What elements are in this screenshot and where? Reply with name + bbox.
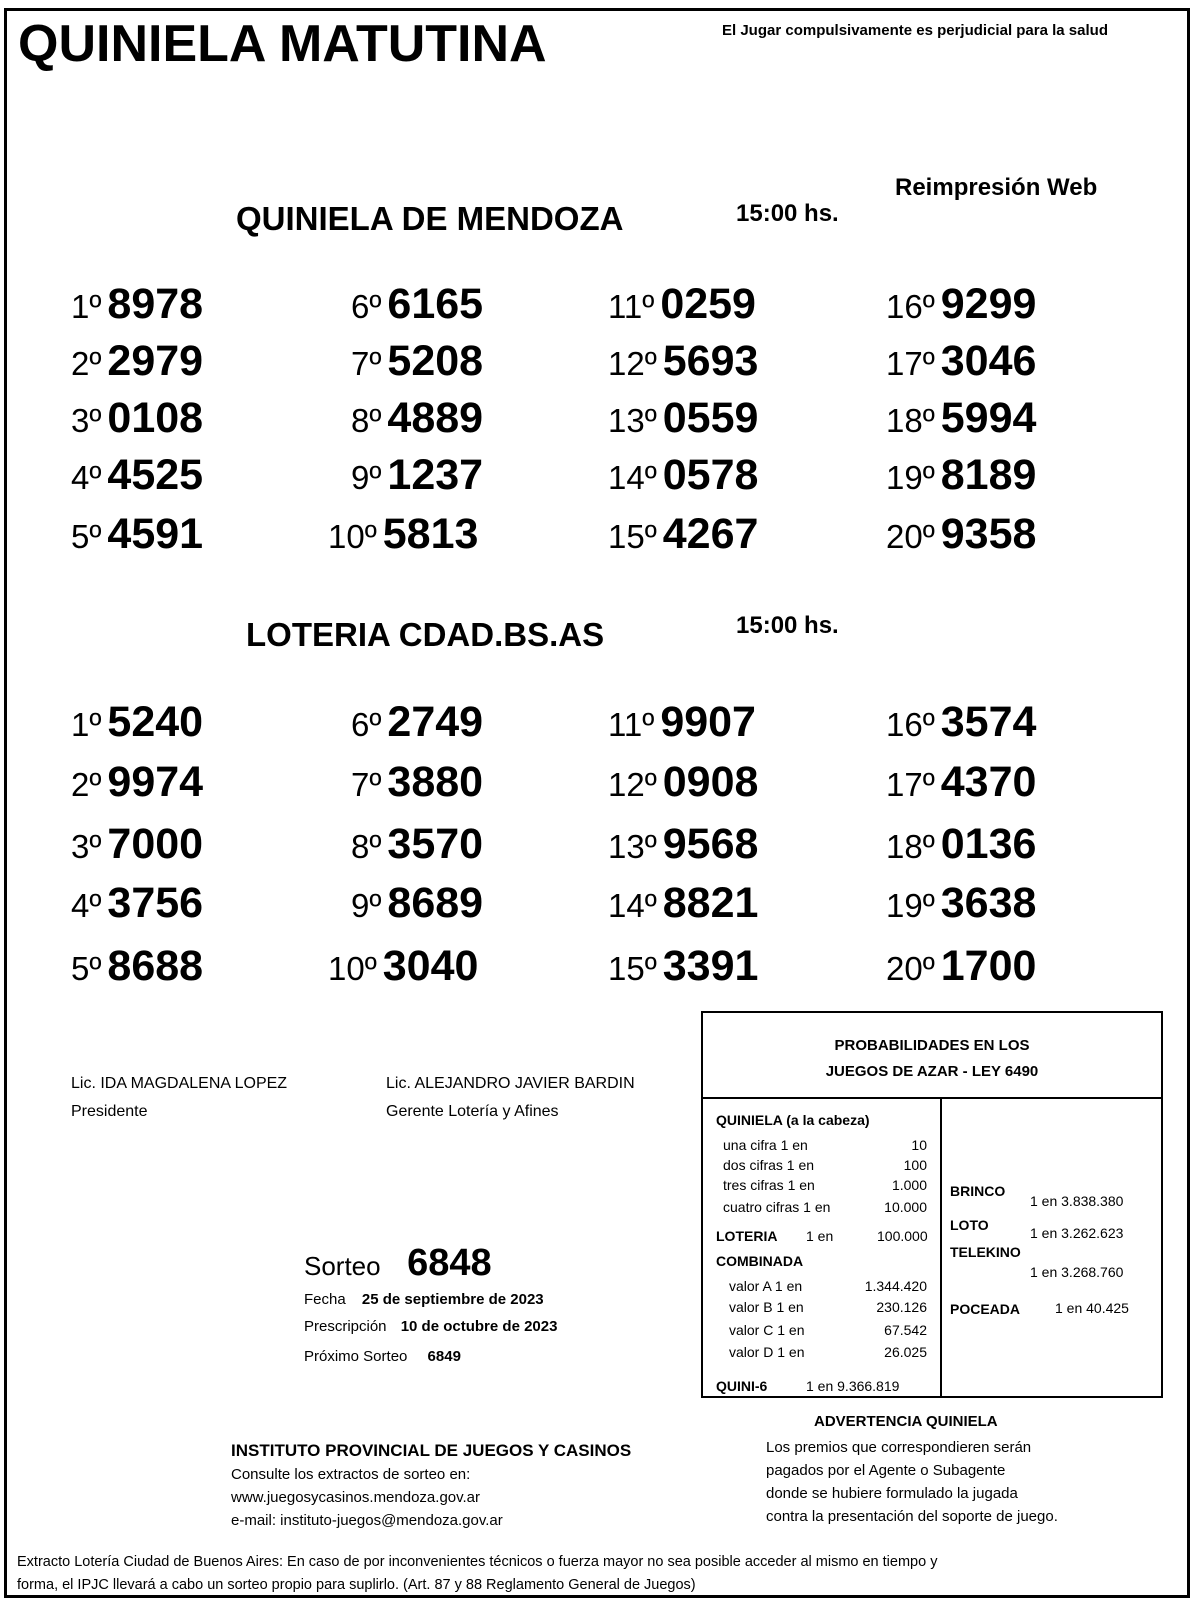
prob-row-label: cuatro cifras 1 en [723, 1199, 831, 1215]
quini6-value: 1 en 9.366.819 [806, 1378, 900, 1394]
advertencia-title: ADVERTENCIA QUINIELA [814, 1413, 998, 1430]
advertencia-line: pagados por el Agente o Subagente [766, 1462, 1006, 1479]
result-entry [71, 879, 203, 928]
fecha-label: Fecha [304, 1291, 346, 1308]
advertencia-line: donde se hubiere formulado la jugada [766, 1485, 1018, 1502]
poceada-value: 1 en 40.425 [1055, 1300, 1129, 1316]
result-number: 1237 [387, 451, 484, 499]
result-entry [71, 698, 203, 747]
prob-row-label: valor D 1 en [729, 1344, 805, 1360]
result-position: 1º [71, 706, 102, 743]
result-number: 8688 [107, 942, 204, 990]
result-number: 4370 [940, 758, 1037, 806]
proximo-label: Próximo Sorteo [304, 1348, 408, 1365]
result-entry [71, 337, 203, 386]
result-position: 18º [886, 402, 935, 439]
sorteo-label: Sorteo [304, 1251, 381, 1281]
result-entry [71, 820, 203, 869]
reprint-label: Reimpresión Web [895, 174, 1098, 201]
loteria-mid: 1 en [806, 1228, 834, 1244]
mendoza-section-title: QUINIELA DE MENDOZA [236, 200, 624, 237]
result-number: 0108 [107, 394, 204, 442]
bsas-section-title: LOTERIA CDAD.BS.AS [246, 616, 605, 653]
result-entry [71, 280, 203, 329]
result-number: 3046 [940, 337, 1037, 385]
result-number: 8821 [662, 879, 759, 927]
result-number: 7000 [107, 820, 204, 868]
prob-row-value: 1.000 [891, 1177, 927, 1193]
signature-right-role: Gerente Lotería y Afines [386, 1103, 559, 1120]
prob-row-value: 67.542 [884, 1322, 927, 1338]
result-position: 20º [886, 950, 935, 987]
result-position: 18º [886, 828, 935, 865]
result-entry [351, 451, 483, 500]
result-number: 5208 [387, 337, 484, 385]
prob-row-value: 100 [903, 1157, 927, 1173]
proximo-value: 6849 [427, 1348, 461, 1365]
result-number: 4591 [107, 510, 204, 558]
result-entry [71, 758, 203, 807]
result-position: 17º [886, 345, 935, 382]
result-position: 15º [608, 950, 657, 987]
result-number: 9358 [940, 510, 1037, 558]
prob-row-value: 10 [911, 1137, 927, 1153]
prob-row-label: dos cifras 1 en [723, 1157, 815, 1173]
telekino-label: TELEKINO [950, 1244, 1021, 1260]
result-entry [608, 698, 756, 747]
prob-row-value: 230.126 [876, 1299, 927, 1315]
result-number: 9299 [940, 280, 1037, 328]
result-number: 3040 [382, 942, 479, 990]
institute-contact [231, 1463, 503, 1532]
result-entry [608, 758, 758, 807]
result-entry [608, 394, 758, 443]
prob-row-label: valor B 1 en [729, 1299, 804, 1315]
result-number: 8689 [387, 879, 484, 927]
quiniela-prob-label: QUINIELA (a la cabeza) [716, 1112, 870, 1128]
poceada-label: POCEADA [950, 1301, 1021, 1317]
result-entry [71, 942, 203, 991]
result-position: 15º [608, 518, 657, 555]
prob-row-label: una cifra 1 en [723, 1137, 808, 1153]
result-number: 2979 [107, 337, 204, 385]
result-position: 1º [71, 288, 102, 325]
prob-row-value: 10.000 [884, 1199, 927, 1215]
probabilities-title [703, 1013, 1161, 1099]
result-position: 5º [71, 518, 102, 555]
signature-right-name: Lic. ALEJANDRO JAVIER BARDIN [386, 1075, 635, 1092]
institute-website[interactable]: www.juegosycasinos.mendoza.gov.ar [231, 1489, 481, 1506]
probabilities-box [701, 1011, 1163, 1398]
brinco-label: BRINCO [950, 1183, 1006, 1199]
result-position: 14º [608, 887, 657, 924]
result-entry [886, 451, 1036, 500]
result-number: 4889 [387, 394, 484, 442]
result-entry [328, 942, 478, 991]
result-number: 4267 [662, 510, 759, 558]
result-entry [608, 510, 758, 559]
fecha-value: 25 de septiembre de 2023 [361, 1291, 544, 1308]
result-number: 9568 [662, 820, 759, 868]
result-position: 17º [886, 766, 935, 803]
result-number: 0259 [660, 280, 756, 328]
result-entry [886, 942, 1036, 991]
result-entry [608, 337, 758, 386]
loto-value: 1 en 3.262.623 [1030, 1225, 1124, 1241]
loteria-value: 100.000 [877, 1228, 928, 1244]
result-number: 5813 [382, 510, 479, 558]
footer-line2: forma, el IPJC llevará a cabo un sorteo propio para suplirlo. (Art. 87 y 88 Reglamento General de Juegos) [17, 1577, 696, 1593]
result-position: 16º [886, 288, 935, 325]
prescripcion-value: 10 de octubre de 2023 [400, 1318, 558, 1335]
proximo-row [304, 1348, 461, 1365]
result-number: 5240 [107, 698, 204, 746]
result-position: 19º [886, 459, 935, 496]
result-entry [351, 394, 483, 443]
result-number: 3880 [387, 758, 484, 806]
fecha-row [304, 1291, 544, 1308]
brinco-value: 1 en 3.838.380 [1030, 1193, 1124, 1209]
result-number: 2749 [387, 698, 484, 746]
result-position: 2º [71, 766, 102, 803]
result-position: 13º [608, 828, 657, 865]
result-entry [886, 758, 1036, 807]
result-entry [71, 451, 203, 500]
result-position: 9º [351, 887, 382, 924]
signature-left [71, 1070, 287, 1126]
footer-line1: Extracto Lotería Ciudad de Buenos Aires: En caso de por inconvenientes técnicos o fuerza mayor no sea posible acceder al mismo en tiempo y [17, 1554, 938, 1570]
prescripcion-label: Prescripción [304, 1318, 387, 1335]
health-warning: El Jugar compulsivamente es perjudicial para la salud [722, 22, 1108, 39]
result-entry [71, 394, 203, 443]
result-entry [886, 820, 1036, 869]
result-number: 8189 [940, 451, 1037, 499]
result-number: 6165 [387, 280, 484, 328]
page-title: QUINIELA MATUTINA [18, 15, 547, 73]
result-number: 5693 [662, 337, 759, 385]
result-position: 6º [351, 288, 382, 325]
result-entry [351, 758, 483, 807]
prob-row-value: 1.344.420 [864, 1278, 927, 1294]
prescripcion-row [304, 1318, 557, 1335]
result-position: 11º [608, 288, 655, 325]
result-entry [608, 879, 758, 928]
result-entry [351, 698, 483, 747]
result-position: 10º [328, 950, 377, 987]
result-entry [351, 280, 483, 329]
result-number: 4525 [107, 451, 204, 499]
result-number: 5994 [940, 394, 1037, 442]
result-number: 8978 [107, 280, 204, 328]
result-position: 12º [608, 345, 657, 382]
result-position: 8º [351, 828, 382, 865]
result-number: 1700 [940, 942, 1037, 990]
sorteo-number: 6848 [407, 1242, 492, 1284]
result-number: 3756 [107, 879, 204, 927]
result-entry [608, 451, 758, 500]
prob-row-label: valor A 1 en [729, 1278, 803, 1294]
result-entry [608, 280, 756, 329]
result-entry [886, 510, 1036, 559]
result-entry [351, 879, 483, 928]
result-position: 13º [608, 402, 657, 439]
result-position: 14º [608, 459, 657, 496]
prob-row-label: tres cifras 1 en [723, 1177, 815, 1193]
result-position: 7º [351, 345, 382, 382]
signature-right [386, 1070, 635, 1126]
result-entry [71, 510, 203, 559]
institute-email[interactable]: e-mail: instituto-juegos@mendoza.gov.ar [231, 1512, 503, 1529]
result-number: 3391 [662, 942, 759, 990]
probabilities-title-line2: JUEGOS DE AZAR - LEY 6490 [825, 1063, 1039, 1080]
result-number: 0908 [662, 758, 759, 806]
result-position: 2º [71, 345, 102, 382]
result-position: 5º [71, 950, 102, 987]
advertencia-text [766, 1436, 1058, 1528]
institute-name: INSTITUTO PROVINCIAL DE JUEGOS Y CASINOS [231, 1441, 632, 1460]
combinada-label: COMBINADA [716, 1253, 804, 1269]
result-number: 9974 [107, 758, 204, 806]
result-position: 19º [886, 887, 935, 924]
mendoza-draw-time: 15:00 hs. [736, 200, 839, 227]
result-position: 6º [351, 706, 382, 743]
result-position: 8º [351, 402, 382, 439]
prob-row-value: 26.025 [884, 1344, 927, 1360]
result-number: 0578 [662, 451, 759, 499]
probabilities-title-line1: PROBABILIDADES EN LOS [834, 1037, 1030, 1054]
loteria-label: LOTERIA [716, 1228, 778, 1244]
result-entry [608, 942, 758, 991]
result-position: 7º [351, 766, 382, 803]
result-position: 9º [351, 459, 382, 496]
prob-row-label: valor C 1 en [729, 1322, 805, 1338]
probabilities-divider [940, 1099, 942, 1398]
result-entry [351, 337, 483, 386]
result-entry [886, 879, 1036, 928]
loto-label: LOTO [950, 1217, 989, 1233]
signature-left-role: Presidente [71, 1103, 148, 1120]
result-number: 9907 [660, 698, 756, 746]
result-number: 3638 [940, 879, 1037, 927]
result-position: 4º [71, 887, 102, 924]
result-entry [886, 394, 1036, 443]
signature-left-name: Lic. IDA MAGDALENA LOPEZ [71, 1075, 288, 1092]
result-number: 0136 [940, 820, 1037, 868]
result-entry [608, 820, 758, 869]
result-entry [351, 820, 483, 869]
result-entry [328, 510, 478, 559]
quini6-label: QUINI-6 [716, 1378, 768, 1394]
result-position: 16º [886, 706, 935, 743]
advertencia-line: contra la presentación del soporte de juego. [766, 1508, 1058, 1525]
result-entry [886, 337, 1036, 386]
result-position: 3º [71, 402, 102, 439]
bsas-draw-time: 15:00 hs. [736, 612, 839, 639]
result-entry [886, 698, 1036, 747]
advertencia-line: Los premios que correspondieren serán [766, 1439, 1032, 1456]
result-position: 3º [71, 828, 102, 865]
result-position: 4º [71, 459, 102, 496]
sorteo-row [304, 1242, 492, 1285]
result-position: 12º [608, 766, 657, 803]
result-position: 11º [608, 706, 655, 743]
telekino-value: 1 en 3.268.760 [1030, 1264, 1124, 1280]
institute-consult: Consulte los extractos de sorteo en: [231, 1466, 471, 1483]
result-entry [886, 280, 1036, 329]
footer-note [17, 1551, 937, 1597]
result-number: 3570 [387, 820, 484, 868]
result-number: 0559 [662, 394, 759, 442]
result-number: 3574 [940, 698, 1037, 746]
result-position: 10º [328, 518, 377, 555]
result-position: 20º [886, 518, 935, 555]
